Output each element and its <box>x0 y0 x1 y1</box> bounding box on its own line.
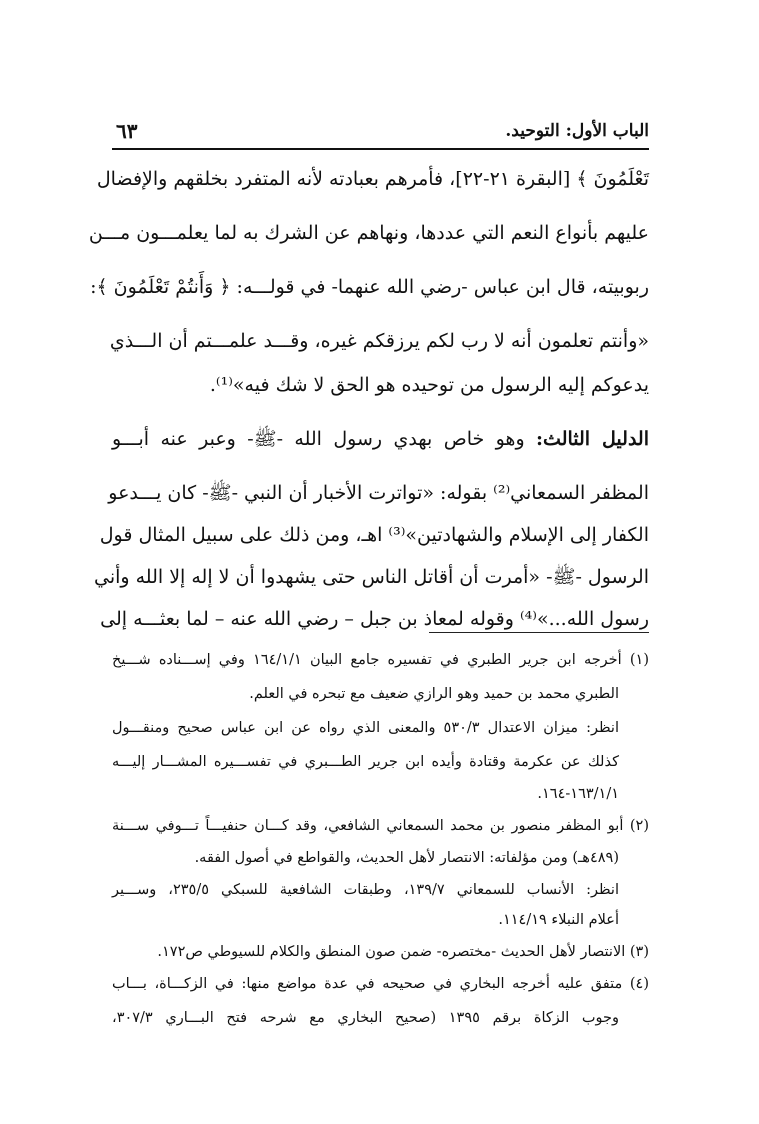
chapter-title: الباب الأول: التوحيد. <box>505 121 649 141</box>
footnote-line: (١) أخرجه ابن جرير الطبري في تفسيره جامع البيان ١٦٤/١/١ وفي إســـناده شـــيخ <box>112 652 650 668</box>
body-line: تَعْلَمُونَ ﴾ [البقرة ٢١-٢٢]، فأمرهم بعبادته لأنه المتفرد بخلقهم والإفضال <box>96 168 649 190</box>
body-line: الرسول -ﷺ- «أمرت أن أقاتل الناس حتى يشهدوا أن لا إله إلا الله وأني <box>94 566 649 588</box>
footnote-line: وجوب الزكاة برقم ١٣٩٥ (صحيح البخاري مع شرحه فتح البـــاري ٣٠٧/٣، <box>112 1010 619 1026</box>
body-line: «وأنتم تعلمون أنه لا رب لكم يرزقكم غيره، وقـــد علمـــتم أن الـــذي <box>109 330 649 352</box>
footnote-line: ١٦٣/١/١-١٦٤. <box>537 786 619 802</box>
body-line: عليهم بأنواع النعم التي عددها، ونهاهم عن الشرك به لما يعلمـــون مـــن <box>88 222 649 244</box>
footnote-line: انظر: ميزان الاعتدال ٥٣٠/٣ والمعنى الذي رواه عن ابن عباس صحيح ومنقـــول <box>112 720 619 736</box>
body-line: رسول الله...»⁽⁴⁾ وقوله لمعاذ بن جبل – رضي الله عنه – لما بعثـــه إلى <box>100 608 649 630</box>
page-header <box>112 120 649 150</box>
body-line: الدليل الثالث: وهو خاص بهدي رسول الله -ﷺ- وعبر عنه أبـــو <box>112 428 649 450</box>
body-line: المظفر السمعاني⁽²⁾ بقوله: «تواترت الأخبار أن النبي -ﷺ- كان يـــدعو <box>108 482 649 504</box>
body-line: الكفار إلى الإسلام والشهادتين»⁽³⁾ اهـ، ومن ذلك على سبيل المثال قول <box>99 524 649 546</box>
footnote-line: أعلام النبلاء ١١٤/١٩. <box>498 912 619 928</box>
footnote-line: (٤٨٩هـ) ومن مؤلفاته: الانتصار لأهل الحديث، والقواطع في أصول الفقه. <box>194 850 619 866</box>
page-number: ٦٣ <box>116 119 138 143</box>
footnote-separator <box>429 632 649 633</box>
footnote-line: الطبري محمد بن حميد وهو الرازي ضعيف مع تبحره في العلم. <box>249 686 619 702</box>
footnote-line: (٤) متفق عليه أخرجه البخاري في صحيحه في عدة مواضع منها: في الزكـــاة، بـــاب <box>112 976 649 992</box>
footnote-line: (٣) الانتصار لأهل الحديث -مختصره- ضمن صون المنطق والكلام للسيوطي ص١٧٢. <box>157 944 649 960</box>
footnote-line: (٢) أبو المظفر منصور بن محمد السمعاني الشافعي، وقد كـــان حنفيـــاً تـــوفي ســـنة <box>112 818 649 834</box>
footnote-line: كذلك عن عكرمة وقتادة وأيده ابن جرير الطـــبري في تفســـيره المشـــار إليـــه <box>112 754 619 770</box>
footnote-line: انظر: الأنساب للسمعاني ١٣٩/٧، وطبقات الشافعية للسبكي ٢٣٥/٥، وســـير <box>112 882 619 898</box>
section-heading: الدليل الثالث: <box>536 428 649 450</box>
body-line: يدعوكم إليه الرسول من توحيده هو الحق لا شك فيه»⁽¹⁾. <box>209 374 649 396</box>
body-line: ربوبيته، قال ابن عباس -رضي الله عنهما- في قولـــه: ﴿ وَأَنتُمْ تَعْلَمُونَ ﴾: <box>90 276 649 298</box>
